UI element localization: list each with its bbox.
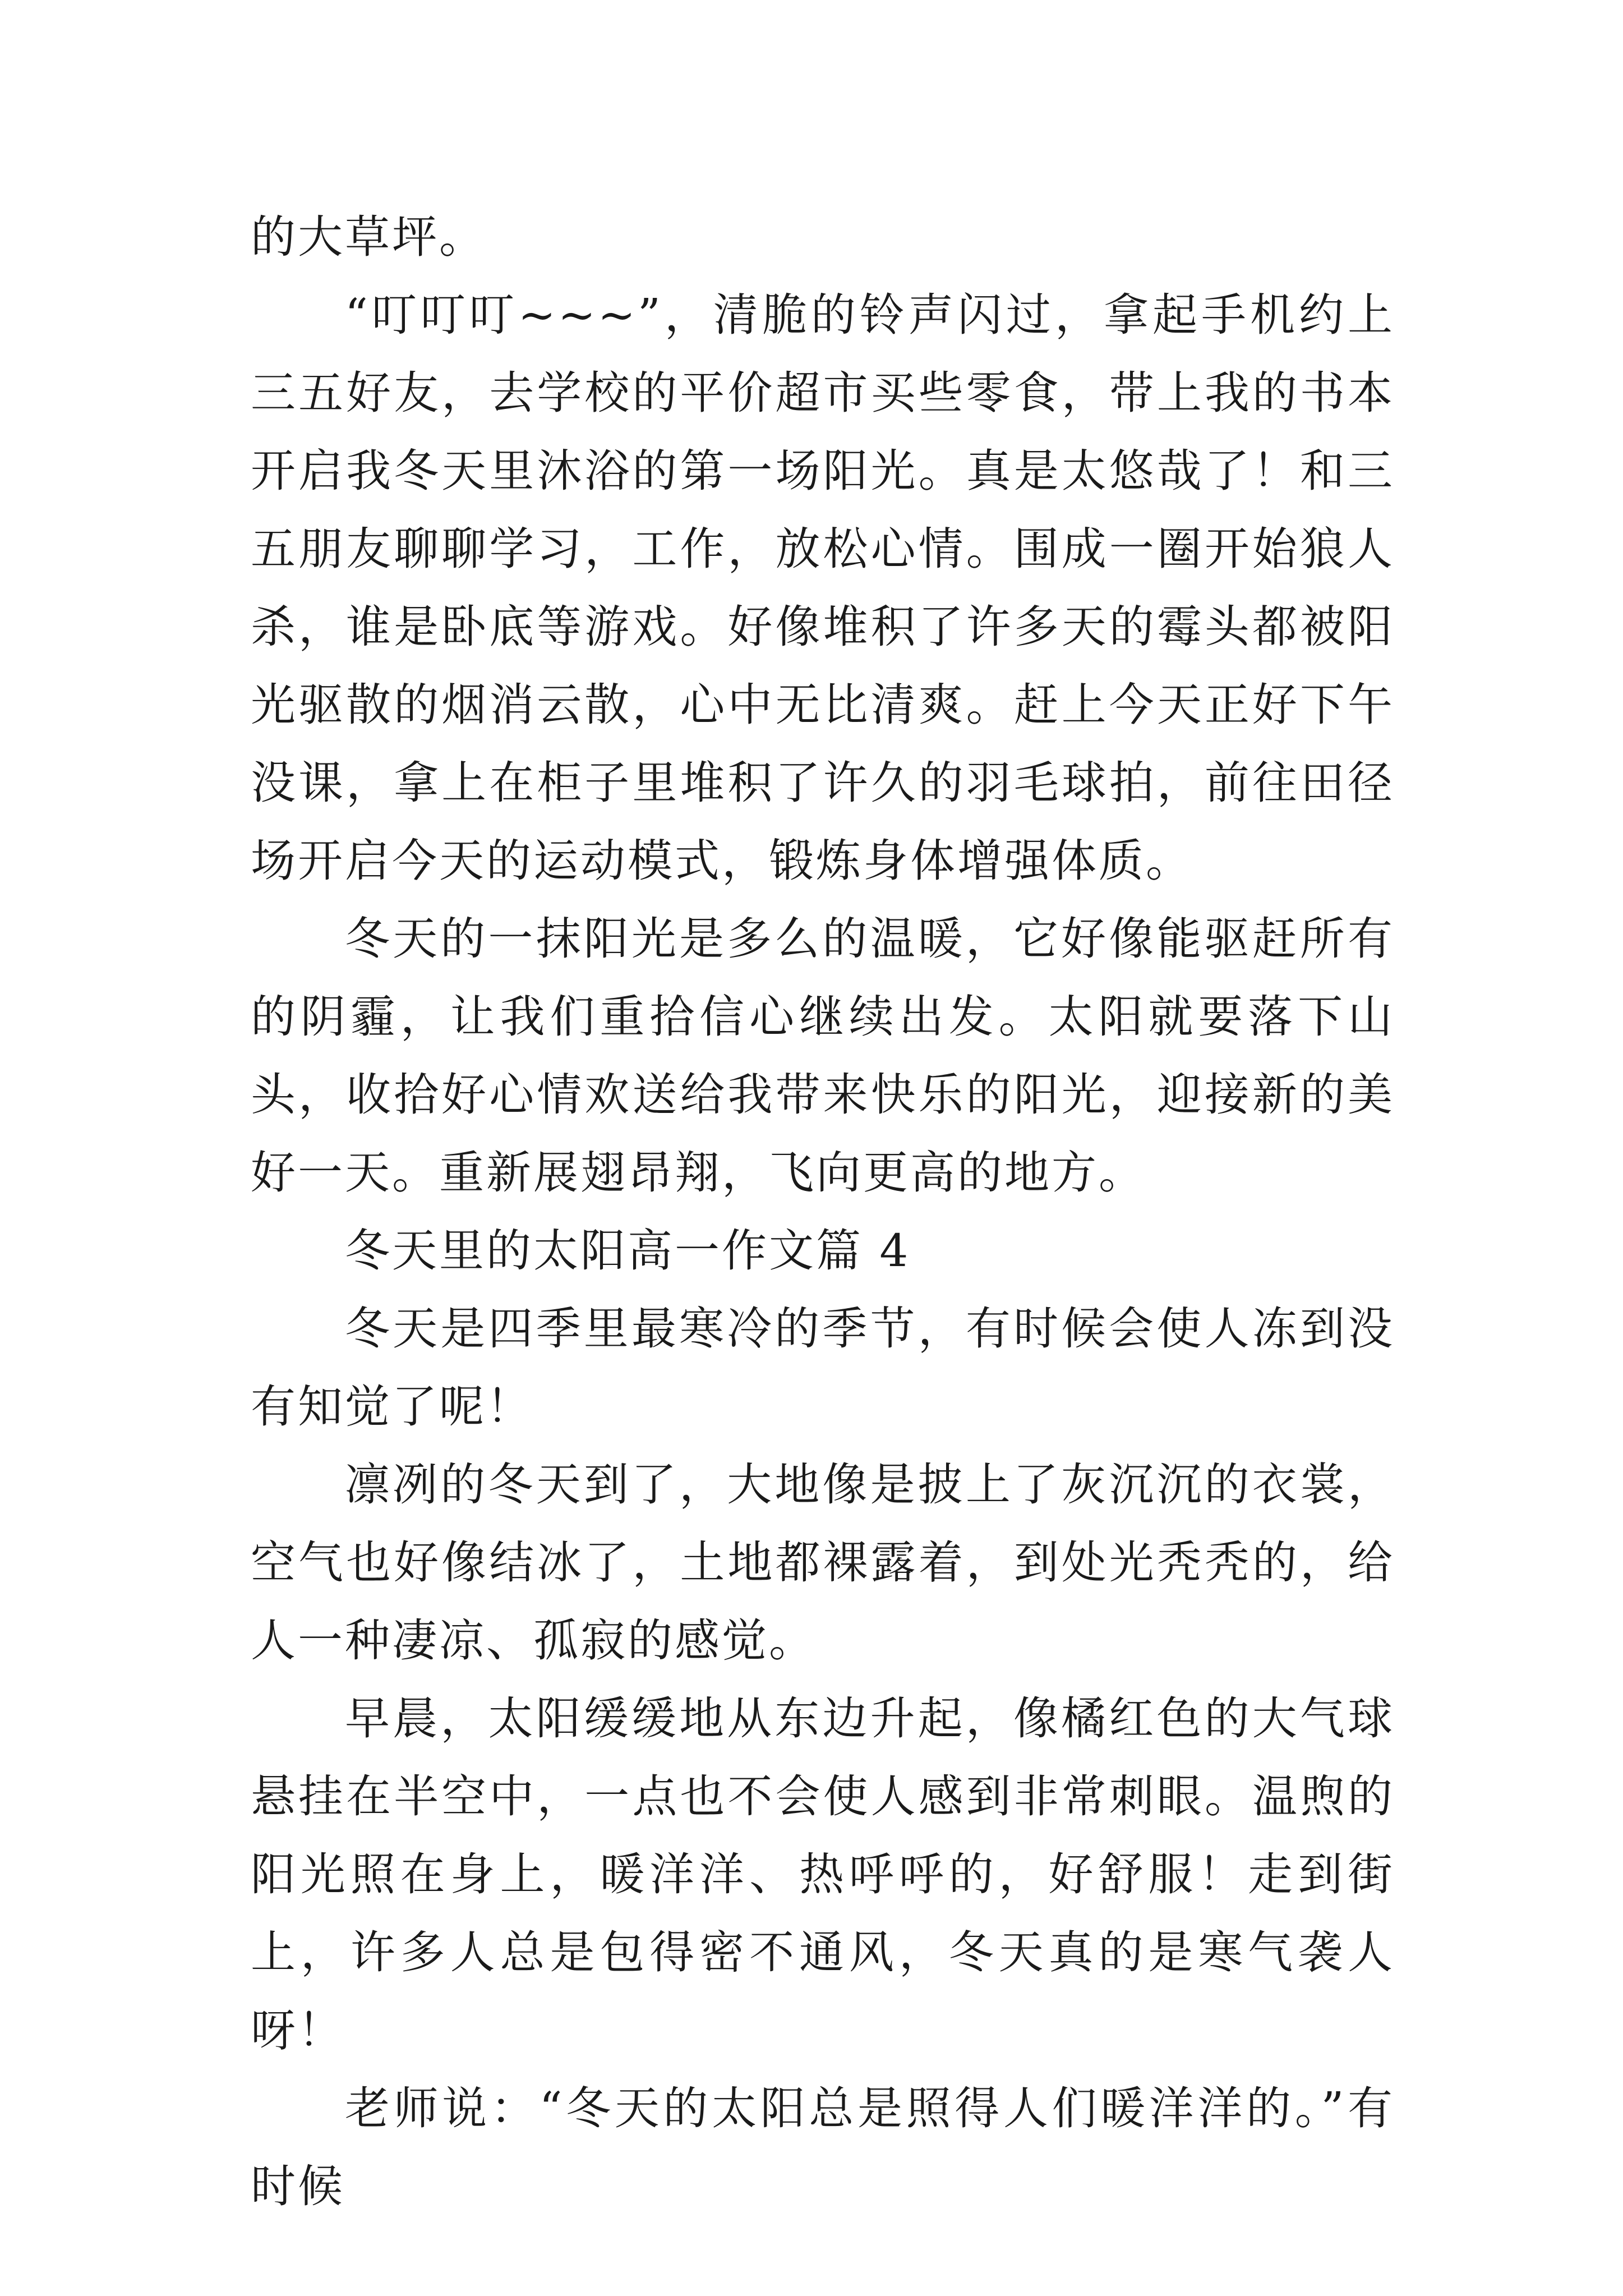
- paragraph: 冬天是四季里最寒冷的季节，有时候会使人冻到没有知觉了呢！: [251, 1303, 1395, 1433]
- paragraph: 早晨，太阳缓缓地从东边升起，像橘红色的大气球悬挂在半空中，一点也不会使人感到非常刺眼。温煦的阳光照在身上，暖洋洋、热呼呼的，好舒服！走到街上，许多人总是包得密不通风，冬天真的是寒气袭人呀！: [251, 1692, 1395, 2056]
- section-heading: 冬天里的太阳高一作文篇 4: [345, 1225, 911, 1277]
- paragraph-continuation: 的大草坪。: [251, 211, 486, 263]
- paragraph: 老师说：“冬天的太阳总是照得人们暖洋洋的。”有时候: [251, 2082, 1395, 2212]
- paragraph: “叮叮叮~~~”，清脆的铃声闪过，拿起手机约上三五好友，去学校的平价超市买些零食，带上我的书本开启我冬天里沐浴的第一场阳光。真是太悠哉了！和三五朋友聊聊学习，工作，放松心情。围成一圈开始狼人杀，谁是卧底等游戏。好像堆积了许多天的霉头都被阳光驱散的烟消云散，心中无比清爽。赶上今天正好下午没课，拿上在柜子里堆积了许久的羽毛球拍，前往田径场开启今天的运动模式，锻炼身体增强体质。: [251, 289, 1395, 887]
- paragraph: 凛冽的冬天到了，大地像是披上了灰沉沉的衣裳，空气也好像结冰了，土地都裸露着，到处光秃秃的，给人一种凄凉、孤寂的感觉。: [251, 1458, 1395, 1667]
- paragraph: 冬天的一抹阳光是多么的温暖，它好像能驱赶所有的阴霾，让我们重拾信心继续出发。太阳就要落下山头，收拾好心情欢送给我带来快乐的阳光，迎接新的美好一天。重新展翅昂翔，飞向更高的地方。: [251, 913, 1395, 1199]
- document-body: [251, 198, 1395, 2225]
